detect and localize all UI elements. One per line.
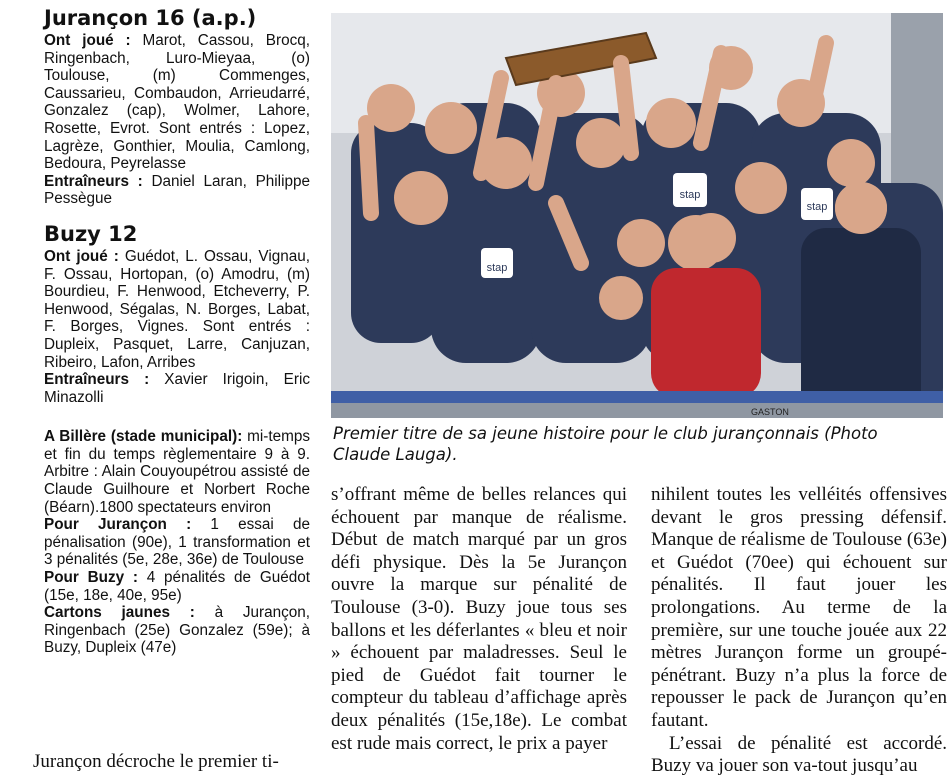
- team1-scoring-text: 1 essai de pénalisation (90e), 1 transformation et 3 pénalités (5e, 28e, 36e) de Toulouse: [44, 516, 311, 569]
- team2-lineup: [44, 248, 310, 406]
- team2-coaches-text: Xavier Irigoin, Eric Minazolli: [44, 371, 310, 406]
- team1-title: Jurançon 16 (a.p.): [44, 6, 257, 30]
- spacer: [44, 208, 310, 222]
- team2-title: Buzy 12: [44, 221, 138, 246]
- shirt-logo-text: stap: [679, 189, 701, 201]
- team1-played-text: Marot, Cassou, Brocq, Ringenbach, Luro-Mieyaa, (o) Toulouse, (m) Commenges, Caussarieu, Combaudon, Arrieudarré, Gonzalez (cap), Wolmer, Lahore, Rosette, Evrot. Sont entrés : Lopez, Lagrèze, Gonthier, Moulia, Camlong, Bedoura, Peyrelasse: [44, 32, 310, 173]
- shirt-logo-text: stap: [806, 201, 828, 213]
- shirt-logo-text: stap: [486, 262, 508, 274]
- banner-text: GASTON: [751, 407, 789, 417]
- cards-label: Cartons jaunes :: [44, 604, 195, 622]
- article-column-3: [651, 484, 947, 778]
- article-column-2: [331, 484, 627, 755]
- team2-scoring-label: Pour Buzy :: [44, 569, 139, 587]
- team2-played-text: Guédot, L. Ossau, Vignau, F. Ossau, Hortopan, (o) Amodru, (m) Bourdieu, F. Henwood, Etcheverry, P. Henwood, Ségalas, N. Borges, Labat, F. Borges, Vignes. Sont entrés : Dupleix, Pasquet, Larre, Canjuzan, Ribeiro, Lafon, Arribes: [44, 247, 311, 371]
- match-details: [44, 428, 310, 657]
- team-photo-illustration: [331, 13, 943, 418]
- team2-coaches-label: Entraîneurs :: [44, 371, 150, 389]
- photo-caption: Premier titre de sa jeune histoire pour le club jurançonnais (Photo Claude Lauga).: [333, 424, 878, 464]
- team2-played-label: Ont joué :: [44, 247, 119, 265]
- celebration-photo: [331, 13, 943, 418]
- article-paragraph: nihilent toutes les velléités offensives devant le gros pressing défensif. Manque de réalisme de Toulouse (63e) et Guédot (70ee) qui échouent sur pénalités. Il faut jouer les prolongations. Au terme de la première, sur une touche jouée aux 22 mètres Jurançon forme un groupé-pénétrant. Buzy n’a plus la force de repousser le pack de Jurançon qu’en fautant.: [651, 484, 947, 731]
- article-start: Jurançon décroche le premier ti-: [33, 751, 279, 772]
- match-sheet: [44, 6, 310, 657]
- venue-text: mi-temps et fin du temps règlementaire 9 à 9. Arbitre : Alain Couyoupétrou assisté de Claude Guilhoure et Norbert Roche (Béarn).1800 spectateurs environ: [44, 428, 311, 516]
- team1-coaches-text: Daniel Laran, Philippe Pessègue: [44, 172, 310, 208]
- team1-coaches-label: Entraîneurs :: [44, 172, 143, 190]
- team1-lineup: [44, 32, 310, 208]
- cards-text: à Jurançon, Ringenbach (25e) Gonzalez (59e); à Buzy, Dupleix (47e): [44, 604, 311, 657]
- spacer: [44, 406, 310, 428]
- team1-scoring-label: Pour Jurançon :: [44, 516, 192, 534]
- article-paragraph: s’offrant même de belles relances qui échouent par manque de réalisme. Début de match marqué par un gros défi physique. Dès la 5e Jurançon ouvre la marque sur pénalité de Toulouse (3-0). Buzy joue tous ses ballons et les déferlantes « bleu et noir » échouent par maladresses. Seul le pied de Guédot fait tourner le compteur du tableau d’affichage après deux pénalités (15e,18e). Le combat est rude mais correct, le prix a payer: [331, 484, 627, 754]
- article-paragraph: L’essai de pénalité est accordé. Buzy va jouer son va-tout jusqu’au: [651, 732, 947, 777]
- team1-played-label: Ont joué :: [44, 32, 131, 49]
- team2-scoring-text: 4 pénalités de Guédot (15e, 18e, 40e, 95e): [44, 569, 311, 604]
- venue-label: A Billère (stade municipal):: [44, 428, 243, 446]
